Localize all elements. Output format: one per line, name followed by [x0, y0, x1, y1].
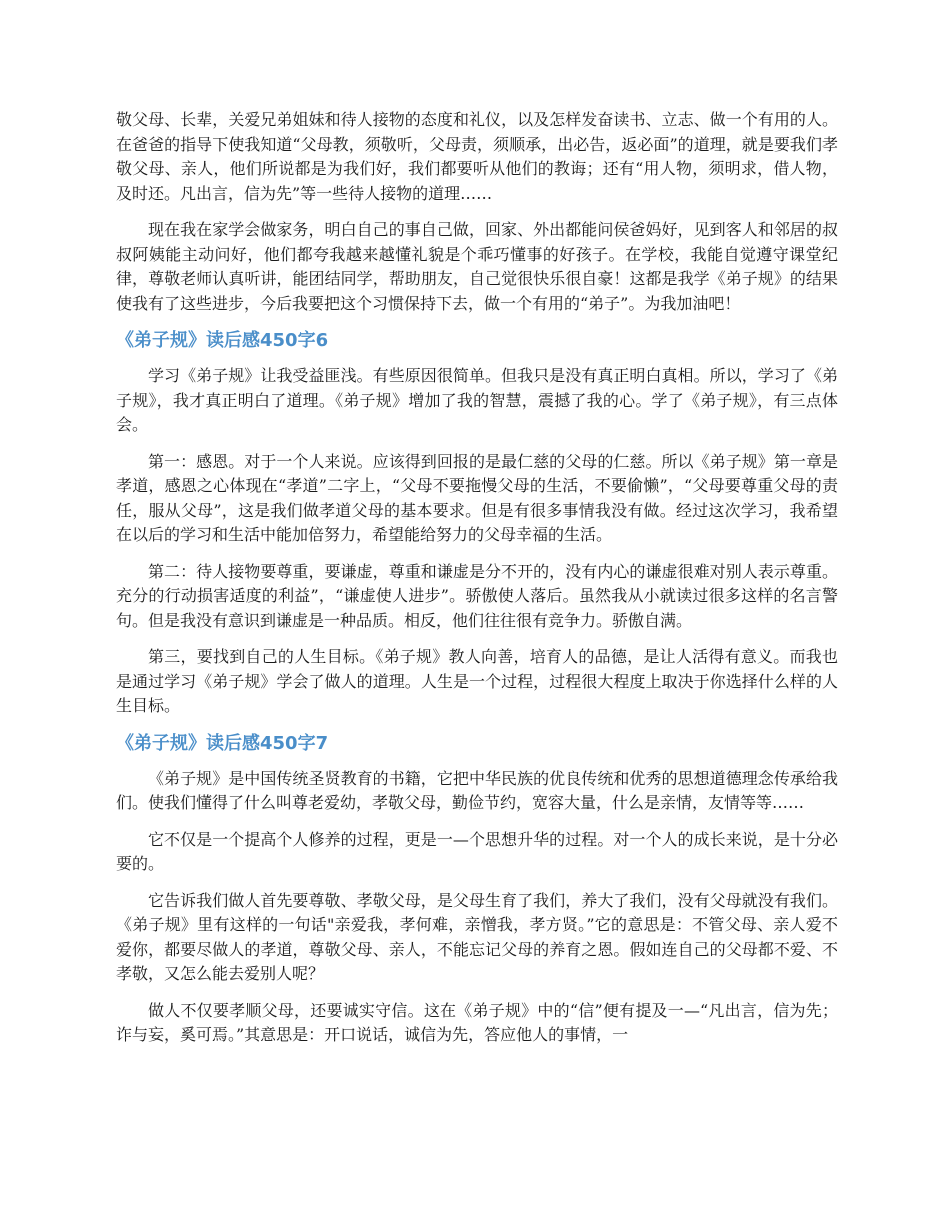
- paragraph: 它告诉我们做人首先要尊敬、孝敬父母，是父母生育了我们，养大了我们，没有父母就没有我们。《弟子规》里有这样的一句话"亲爱我，孝何难，亲憎我，孝方贤。”它的意思是：不管父母、亲人爱不爱你，都要尽做人的孝道，尊敬父母、亲人，不能忘记父母的养育之恩。假如连自己的父母都不爱、不孝敬，又怎么能去爱别人呢？: [116, 890, 838, 983]
- paragraph: 学习《弟子规》让我受益匪浅。有些原因很简单。但我只是没有真正明白真相。所以，学习了《弟子规》，我才真正明白了道理。《弟子规》增加了我的智慧，震撼了我的心。学了《弟子规》，有三点体会。: [116, 366, 838, 434]
- paragraph: 它不仅是一个提高个人修养的过程，更是一—个思想升华的过程。对一个人的成长来说，是十分必要的。: [116, 829, 838, 873]
- paragraph: 现在我在家学会做家务，明白自己的事自己做，回家、外出都能问侯爸妈好，见到客人和邻居的叔叔阿姨能主动问好，他们都夸我越来越懂礼貌是个乖巧懂事的好孩子。在学校，我能自觉遵守课堂纪律，尊敬老师认真听讲，能团结同学，帮助朋友，自己觉很快乐很自豪！这都是我学《弟子规》的结果使我有了这些进步，今后我要把这个习惯保持下去，做一个有用的“弟子”。为我加油吧！: [116, 220, 838, 313]
- paragraph: 做人不仅要孝顺父母，还要诚实守信。这在《弟子规》中的“信”便有提及一—“凡出言，信为先；诈与妄，奚可焉。”其意思是：开口说话，诚信为先，答应他人的事情，一: [116, 1000, 838, 1044]
- document-page: [116, 108, 838, 1060]
- paragraph: 《弟子规》是中国传统圣贤教育的书籍，它把中华民族的优良传统和优秀的思想道德理念传承给我们。使我们懂得了什么叫尊老爱幼，孝敬父母，勤俭节约，宽容大量，什么是亲情，友情等等……: [116, 768, 838, 812]
- paragraph: 第一：感恩。对于一个人来说。应该得到回报的是最仁慈的父母的仁慈。所以《弟子规》第一章是孝道，感恩之心体现在“孝道”二字上，“父母不要拖慢父母的生活，不要偷懒”，“父母要尊重父母的责任，服从父母”，这是我们做孝道父母的基本要求。但是有很多事情我没有做。经过这次学习，我希望在以后的学习和生活中能加倍努力，希望能给努力的父母幸福的生活。: [116, 451, 838, 544]
- paragraph: 第二：待人接物要尊重，要谦虚，尊重和谦虚是分不开的，没有内心的谦虚很难对别人表示尊重。充分的行动损害适度的利益”，“谦虚使人进步”。骄傲使人落后。虽然我从小就读过很多这样的名言警句。但是我没有意识到谦虚是一种品质。相反，他们往往很有竞争力。骄傲自满。: [116, 561, 838, 630]
- paragraph: 敬父母、长辈，关爱兄弟姐妹和待人接物的态度和礼仪，以及怎样发奋读书、立志、做一个有用的人。在爸爸的指导下使我知道“父母教，须敬听，父母责，须顺承，出必告，返必面”的道理，就是要我们孝敬父母、亲人，他们所说都是为我们好，我们都要听从他们的教诲；还有“用人物，须明求，借人物，及时还。凡出言，信为先”等一些待人接物的道理……: [116, 110, 838, 203]
- section-heading: 《弟子规》读后感450字6: [116, 330, 329, 351]
- paragraph: 第三，要找到自己的人生目标。《弟子规》教人向善，培育人的品德，是让人活得有意义。而我也是通过学习《弟子规》学会了做人的道理。人生是一个过程，过程很大程度上取决于你选择什么样的人生目标。: [116, 647, 838, 715]
- section-heading: 《弟子规》读后感450字7: [116, 732, 329, 754]
